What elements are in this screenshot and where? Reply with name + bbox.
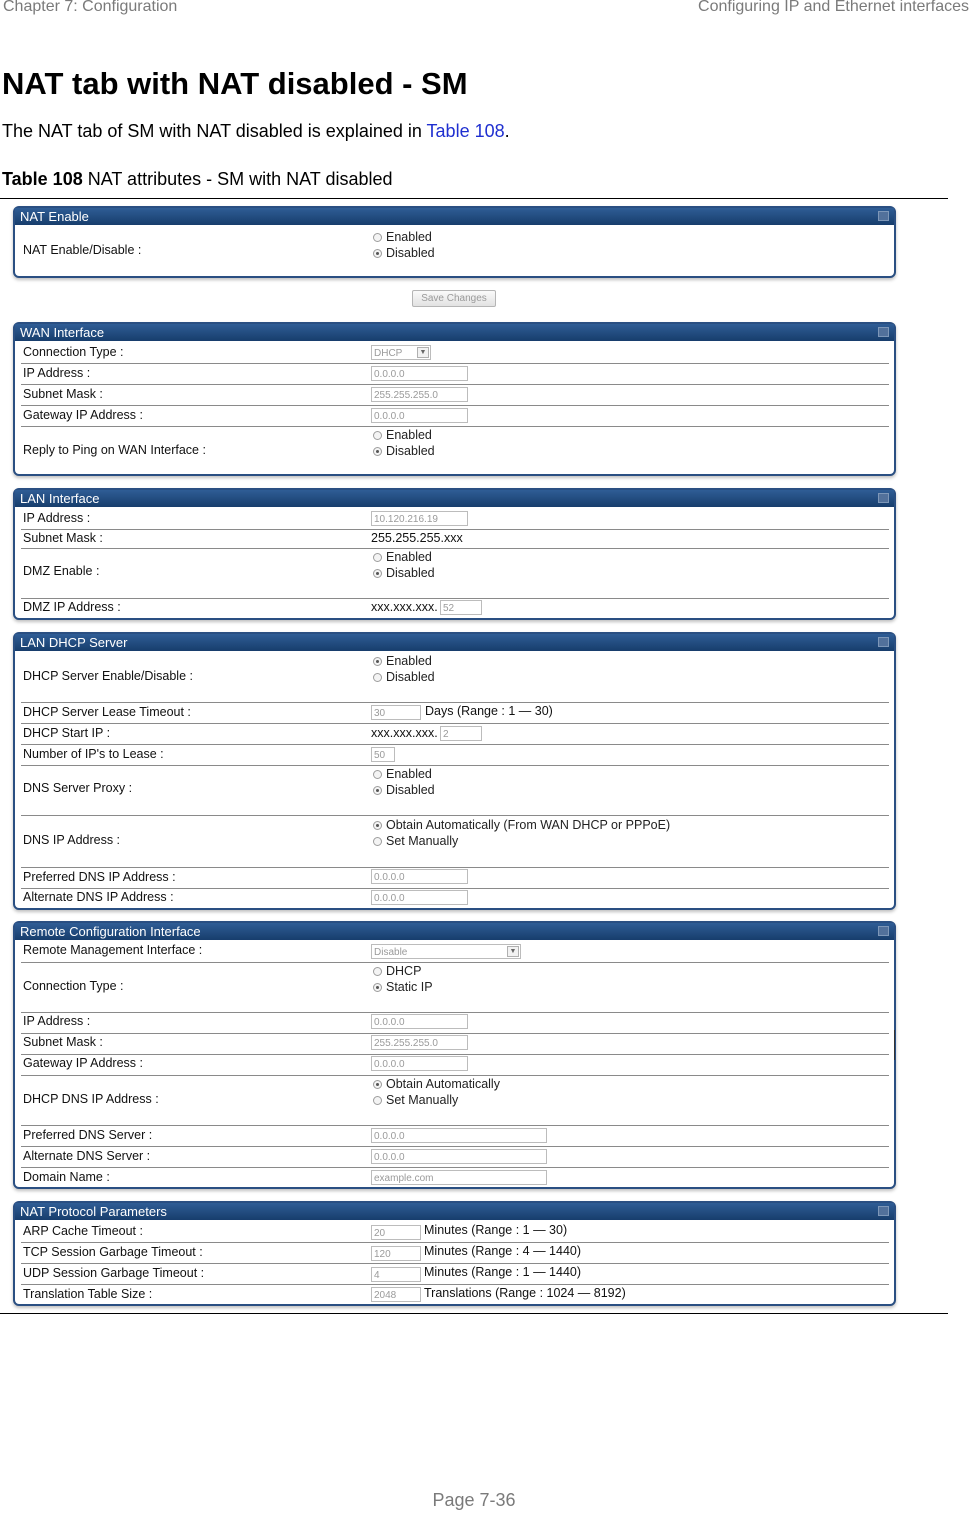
remote-domain-input[interactable]: example.com [371,1170,547,1185]
page-title: NAT tab with NAT disabled - SM [2,66,468,101]
wan-interface-panel [13,322,896,476]
remote-domain-row [21,1168,889,1188]
intro-body: The NAT tab of SM with NAT disabled is explained in [2,121,427,141]
radio-icon [373,553,382,562]
frame-edge [894,1030,895,1060]
remote-dns-row [21,1076,889,1126]
remote-ip-row [21,1013,889,1034]
remote-config-panel [13,921,896,1189]
wan-mask-row [21,385,889,406]
caption-number: Table 108 [2,169,83,189]
nat-enable-title: NAT Enable [15,208,894,225]
lan-dmz-row [21,549,889,599]
label: IP Address : [23,511,91,525]
proxy-disabled-radio[interactable]: Disabled [373,783,435,797]
dns-ip-row [21,816,889,868]
wan-ping-row [21,427,889,471]
remote-title: Remote Configuration Interface [15,923,894,940]
tcp-range: Minutes (Range : 4 — 1440) [424,1244,582,1258]
lan-title: LAN Interface [15,490,894,507]
label: Number of IP's to Lease : [23,747,164,761]
chapter-header: Chapter 7: Configuration [3,0,178,15]
collapse-icon[interactable] [878,211,889,221]
remote-dns-manual-radio[interactable]: Set Manually [373,1093,458,1107]
radio-selected-icon [373,569,382,578]
dhcp-title: LAN DHCP Server [15,634,894,651]
label: Subnet Mask : [23,1035,103,1049]
collapse-icon[interactable] [878,926,889,936]
table-caption [2,169,393,190]
lan-interface-panel [13,488,896,620]
remote-mgmt-row [21,942,889,963]
nat-disabled-radio[interactable]: Disabled [373,246,435,260]
dmz-disabled-radio[interactable]: Disabled [373,566,435,580]
start-ip-prefix: xxx.xxx.xxx. [371,726,438,740]
arp-range: Minutes (Range : 1 — 30) [424,1223,568,1237]
label: Gateway IP Address : [23,1056,143,1070]
label: Subnet Mask : [23,531,103,545]
dhcp-disabled-radio[interactable]: Disabled [373,670,435,684]
label: Subnet Mask : [23,387,103,401]
nat-enabled-radio[interactable]: Enabled [373,230,432,244]
label: Gateway IP Address : [23,408,143,422]
dhcp-enable-row [21,653,889,703]
wan-mask-input[interactable]: 255.255.255.0 [371,387,468,402]
label: Domain Name : [23,1170,110,1184]
radio-icon [373,967,382,976]
wan-title: WAN Interface [15,324,894,341]
remote-mask-row [21,1034,889,1055]
dhcp-lease-row [21,703,889,724]
collapse-icon[interactable] [878,327,889,337]
label: Translation Table Size : [23,1287,153,1301]
collapse-icon[interactable] [878,1206,889,1216]
wan-gateway-input[interactable]: 0.0.0.0 [371,408,468,423]
dmz-ip-prefix: xxx.xxx.xxx. [371,600,438,614]
nat-enable-label: NAT Enable/Disable : [23,243,142,257]
lan-mask-row [21,530,889,549]
label: DHCP Server Lease Timeout : [23,705,191,719]
wan-ping-enabled-radio[interactable]: Enabled [373,428,432,442]
wan-connection-select[interactable]: DHCP ▼ [371,345,431,360]
remote-dns-auto-radio[interactable]: Obtain Automatically [373,1077,500,1091]
radio-icon [373,431,382,440]
arp-row [21,1222,889,1243]
label: Remote Management Interface : [23,943,203,957]
radio-selected-icon [373,249,382,258]
table-size-input[interactable]: 2048 [371,1287,421,1302]
label: DHCP Start IP : [23,726,111,740]
table-size-range: Translations (Range : 1024 — 8192) [424,1286,626,1300]
label: DNS Server Proxy : [23,781,133,795]
radio-selected-icon [373,447,382,456]
label: Connection Type : [23,345,124,359]
udp-input[interactable]: 4 [371,1267,421,1282]
lease-range: Days (Range : 1 — 30) [425,704,553,718]
label: ARP Cache Timeout : [23,1224,143,1238]
remote-alt-row [21,1147,889,1168]
radio-selected-icon [373,657,382,666]
section-header: Configuring IP and Ethernet interfaces [698,0,969,15]
label: DHCP Server Enable/Disable : [23,669,193,683]
label: Alternate DNS Server : [23,1149,151,1163]
dns-proxy-row [21,766,889,816]
label: DNS IP Address : [23,833,121,847]
collapse-icon[interactable] [878,637,889,647]
table-bottom-rule [0,1313,948,1314]
remote-gw-input[interactable]: 0.0.0.0 [371,1056,468,1071]
lan-ip-input[interactable]: 10.120.216.19 [371,511,468,526]
pref-dns-input[interactable]: 0.0.0.0 [371,869,468,884]
label: DMZ Enable : [23,564,100,578]
radio-selected-icon [373,1080,382,1089]
radio-icon [373,233,382,242]
dhcp-start-row [21,724,889,745]
dhcp-num-row [21,745,889,766]
alt-dns-input[interactable]: 0.0.0.0 [371,890,468,905]
remote-conn-row [21,963,889,1013]
remote-pref-input[interactable]: 0.0.0.0 [371,1128,547,1143]
lan-dhcp-server-panel [13,632,896,910]
radio-selected-icon [373,786,382,795]
label: Preferred DNS IP Address : [23,870,176,884]
remote-alt-input[interactable]: 0.0.0.0 [371,1149,547,1164]
remote-mask-input[interactable]: 255.255.255.0 [371,1035,468,1050]
natproto-title: NAT Protocol Parameters [15,1203,894,1220]
caption-text: NAT attributes - SM with NAT disabled [82,169,393,189]
lan-dmz-ip-row [21,599,889,619]
wan-ping-disabled-radio[interactable]: Disabled [373,444,435,458]
save-changes-button[interactable]: Save Changes [412,290,496,307]
intro-text [2,121,510,142]
pref-dns-row [21,868,889,889]
label: IP Address : [23,1014,91,1028]
radio-icon [373,1096,382,1105]
dns-auto-radio[interactable]: Obtain Automatically (From WAN DHCP or PPPoE) [373,818,670,832]
table-link[interactable]: Table 108 [426,121,505,141]
proxy-enabled-radio[interactable]: Enabled [373,767,432,781]
nat-enable-panel [13,206,896,278]
arp-input[interactable]: 20 [371,1225,421,1240]
alt-dns-row [21,889,889,908]
wan-ip-input[interactable]: 0.0.0.0 [371,366,468,381]
page-number: Page 7-36 [432,1490,516,1510]
label: DHCP DNS IP Address : [23,1092,159,1106]
remote-static-radio[interactable]: Static IP [373,980,433,994]
chevron-down-icon: ▼ [417,347,429,358]
dhcp-lease-input[interactable]: 30 [371,705,421,720]
radio-icon [373,770,382,779]
wan-connection-type-row [21,343,889,364]
radio-icon [373,673,382,682]
udp-row [21,1264,889,1285]
label: Preferred DNS Server : [23,1128,153,1142]
nat-protocol-panel [13,1201,896,1306]
label: IP Address : [23,366,91,380]
dns-manual-radio[interactable]: Set Manually [373,834,458,848]
nat-enable-row [21,227,889,275]
tcp-row [21,1243,889,1264]
radio-selected-icon [373,821,382,830]
radio-icon [373,837,382,846]
label: TCP Session Garbage Timeout : [23,1245,203,1259]
label: Connection Type : [23,979,124,993]
dhcp-num-input[interactable]: 50 [371,747,395,762]
remote-dhcp-radio[interactable]: DHCP [373,964,421,978]
label: Alternate DNS IP Address : [23,890,174,904]
label: Reply to Ping on WAN Interface : [23,443,206,457]
table-size-row [21,1285,889,1304]
udp-range: Minutes (Range : 1 — 1440) [424,1265,582,1279]
remote-gw-row [21,1055,889,1076]
remote-ip-input[interactable]: 0.0.0.0 [371,1014,468,1029]
label: DMZ IP Address : [23,600,121,614]
lan-mask-value: 255.255.255.xxx [371,531,463,545]
dmz-enabled-radio[interactable]: Enabled [373,550,432,564]
dhcp-start-input[interactable]: 2 [440,726,482,741]
intro-end: . [504,121,510,141]
remote-pref-row [21,1126,889,1147]
radio-selected-icon [373,983,382,992]
dhcp-enabled-radio[interactable]: Enabled [373,654,432,668]
wan-ip-row [21,364,889,385]
remote-mgmt-select[interactable]: Disable ▼ [371,944,521,959]
wan-gateway-row [21,406,889,427]
tcp-input[interactable]: 120 [371,1246,421,1261]
chevron-down-icon: ▼ [507,946,519,957]
label: UDP Session Garbage Timeout : [23,1266,205,1280]
dmz-ip-input[interactable]: 52 [440,600,482,615]
collapse-icon[interactable] [878,493,889,503]
lan-ip-row [21,509,889,530]
table-top-rule [0,198,948,199]
